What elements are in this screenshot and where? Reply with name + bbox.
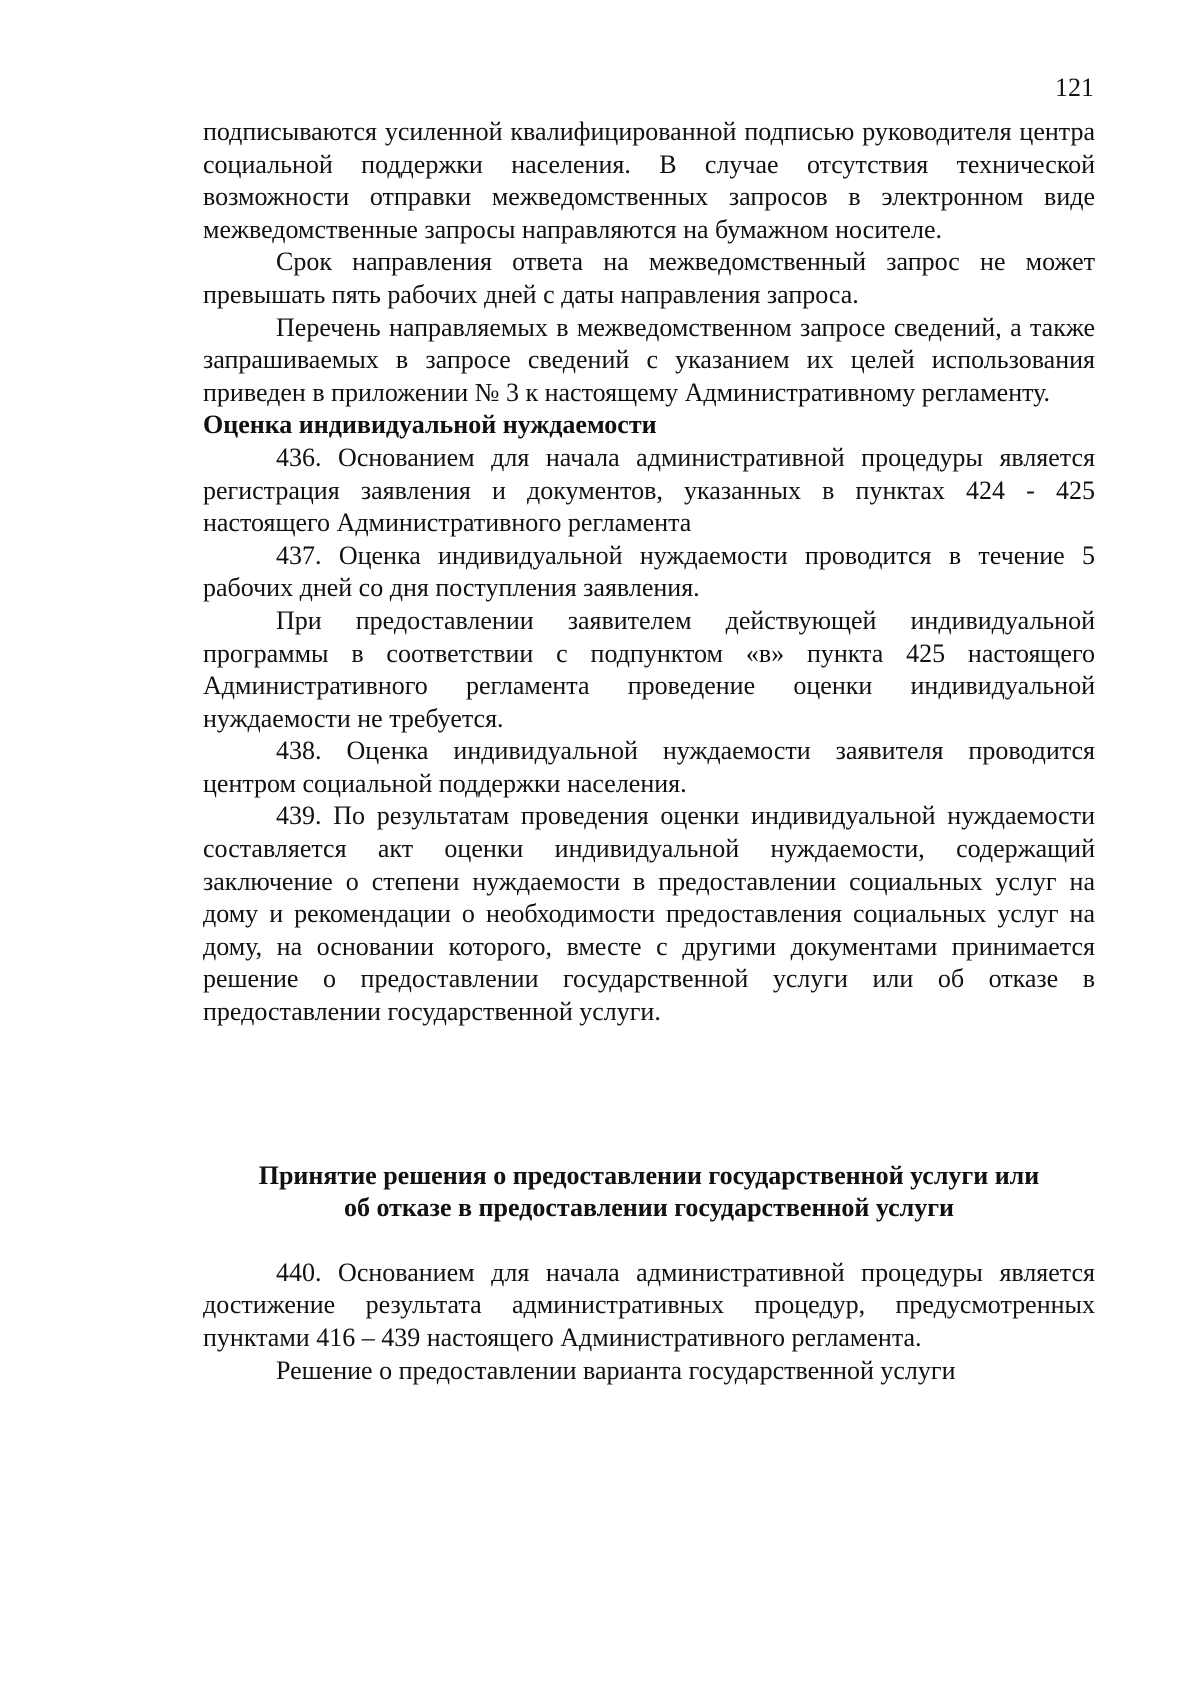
document-body: [203, 116, 1095, 1387]
paragraph-continuation: подписываются усиленной квалифицированной подписью руководителя центра социальной поддержки населения. В случае отсутствия технической возможности отправки межведомственных запросов в электронном виде межведомственные запросы направляются на бумажном носителе.: [203, 117, 1095, 244]
section-heading-decision-line-1: Принятие решения о предоставлении государственной услуги или: [258, 1160, 1040, 1190]
paragraph-440: 440. Основанием для начала административной процедуры является достижение результата административных процедур, предусмотренных пунктами 416 – 439 настоящего Административного регламента.: [203, 1257, 1095, 1352]
paragraph-439: 439. По результатам проведения оценки индивидуальной нуждаемости составляется акт оценки индивидуальной нуждаемости, содержащий заключение о степени нуждаемости в предоставлении социальных услуг на дому и рекомендации о необходимости предоставления социальных услуг на дому, на основании которого, вместе с другими документами принимается решение о предоставлении государственной услуги или об отказе в предоставлении государственной услуги.: [203, 801, 1095, 1027]
paragraph-response-deadline: Срок направления ответа на межведомственный запрос не может превышать пять рабочих дней с даты направления запроса.: [203, 247, 1095, 309]
page-number: 121: [1055, 73, 1094, 102]
paragraph-436: 436. Основанием для начала административной процедуры является регистрация заявления и документов, указанных в пунктах 424 - 425 настоящего Административного регламента: [203, 442, 1095, 538]
section-heading-assessment: Оценка индивидуальной нуждаемости: [203, 410, 657, 440]
paragraph-decision-start: Решение о предоставлении варианта государственной услуги: [276, 1355, 956, 1385]
paragraph-438: 438. Оценка индивидуальной нуждаемости заявителя проводится центром социальной поддержки населения.: [203, 736, 1095, 798]
paragraph-request-list: Перечень направляемых в межведомственном запросе сведений, а также запрашиваемых в запросе сведений с указанием их целей использования приведен в приложении № 3 к настоящему Административному регламенту.: [203, 312, 1095, 407]
paragraph-individual-program: При предоставлении заявителем действующей индивидуальной программы в соответствии с подпунктом «в» пункта 425 настоящего Административного регламента проведение оценки индивидуальной нуждаемости не требуется.: [203, 605, 1095, 733]
section-heading-decision-line-2: об отказе в предоставлении государственной услуги: [343, 1193, 954, 1223]
section-heading-decision: [203, 1160, 1095, 1225]
paragraph-437: 437. Оценка индивидуальной нуждаемости проводится в течение 5 рабочих дней со дня поступления заявления.: [203, 540, 1095, 603]
